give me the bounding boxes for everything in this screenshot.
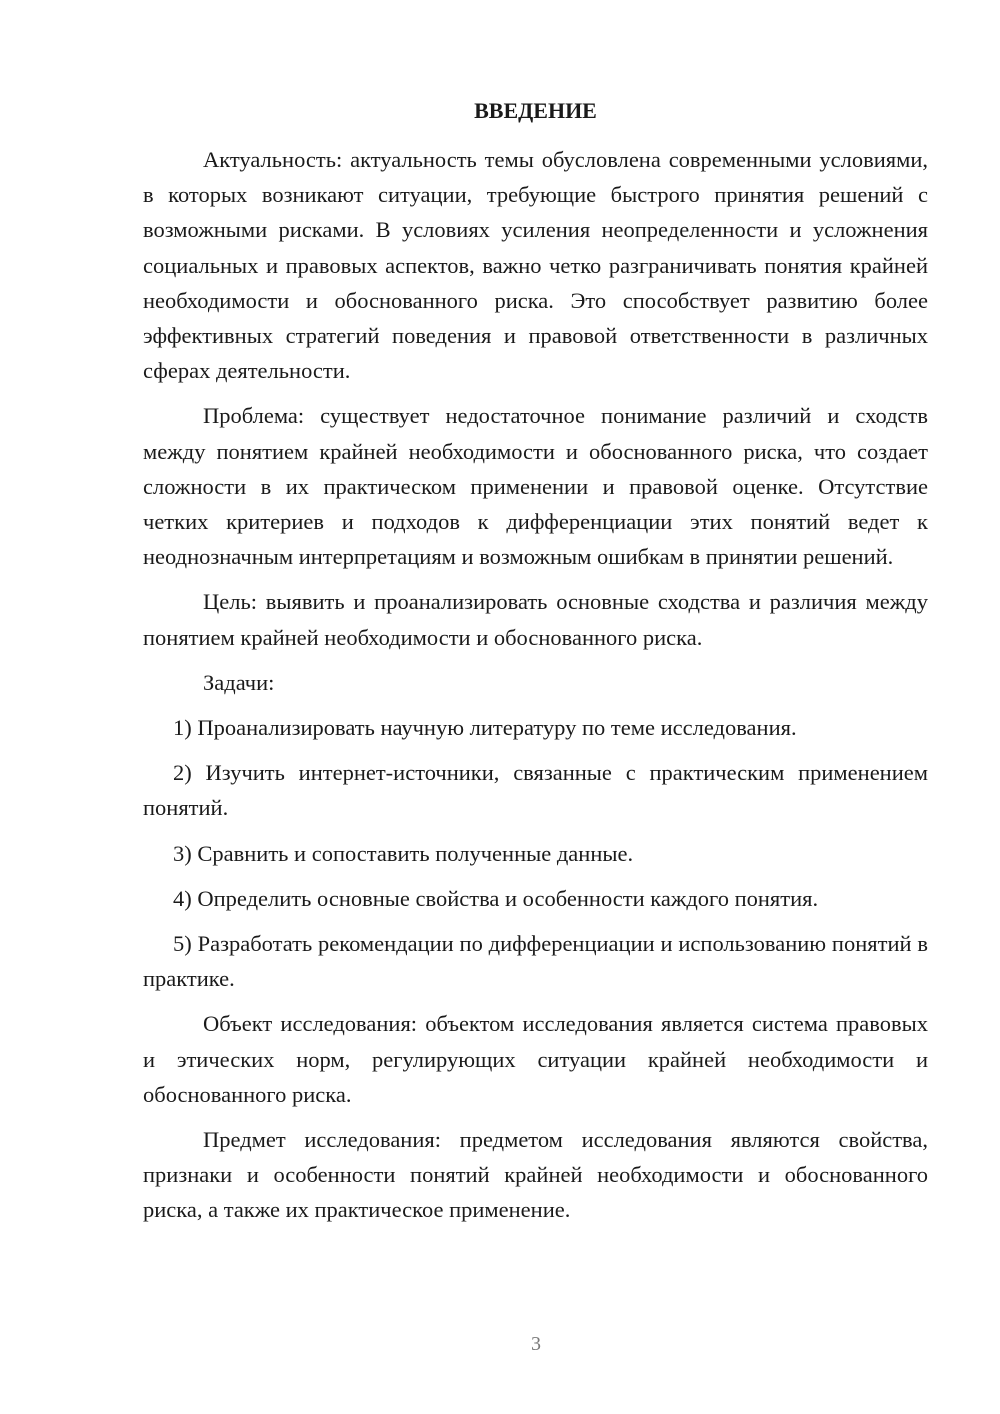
paragraph-relevance: Актуальность: актуальность темы обусловлена современными условиями, в которых возникают ситуации, требующие быстрого принятия решений с возможными рисками. В условиях усиления неопределенности и усложнения социальных и правовых аспектов, важно четко разграничивать понятия крайней необходимости и обоснованного риска. Это способствует развитию более эффективных стратегий поведения и правовой ответственности в различных сферах деятельности. xyxy=(143,147,928,384)
tasks-label: Задачи: xyxy=(203,669,275,695)
page-number: 3 xyxy=(531,1333,541,1355)
task-item-3: 3) Сравнить и сопоставить полученные данные. xyxy=(173,840,634,866)
task-item-1: 1) Проанализировать научную литературу по теме исследования. xyxy=(173,715,797,741)
task-item-5: 5) Разработать рекомендации по дифференциации и использованию понятий в практике. xyxy=(143,931,928,992)
task-item-2: 2) Изучить интернет-источники, связанные с практическим применением понятий. xyxy=(143,760,928,821)
task-item-4: 4) Определить основные свойства и особенности каждого понятия. xyxy=(173,885,819,911)
document-body xyxy=(143,142,928,1238)
page-title: ВВЕДЕНИЕ xyxy=(474,98,597,123)
paragraph-problem: Проблема: существует недостаточное понимание различий и сходств между понятием крайней необходимости и обоснованного риска, что создает сложности в их практическом применении и правовой оценке. Отсутствие четких критериев и подходов к дифференциации этих понятий ведет к неоднозначным интерпретациям и возможным ошибкам в принятии решений. xyxy=(143,403,928,570)
paragraph-subject: Предмет исследования: предметом исследования являются свойства, признаки и особенности понятий крайней необходимости и обоснованного риска, а также их практическое применение. xyxy=(143,1127,928,1223)
paragraph-object: Объект исследования: объектом исследования является система правовых и этических норм, регулирующих ситуации крайней необходимости и обоснованного риска. xyxy=(143,1011,928,1107)
paragraph-goal: Цель: выявить и проанализировать основные сходства и различия между понятием крайней необходимости и обоснованного риска. xyxy=(143,589,928,650)
